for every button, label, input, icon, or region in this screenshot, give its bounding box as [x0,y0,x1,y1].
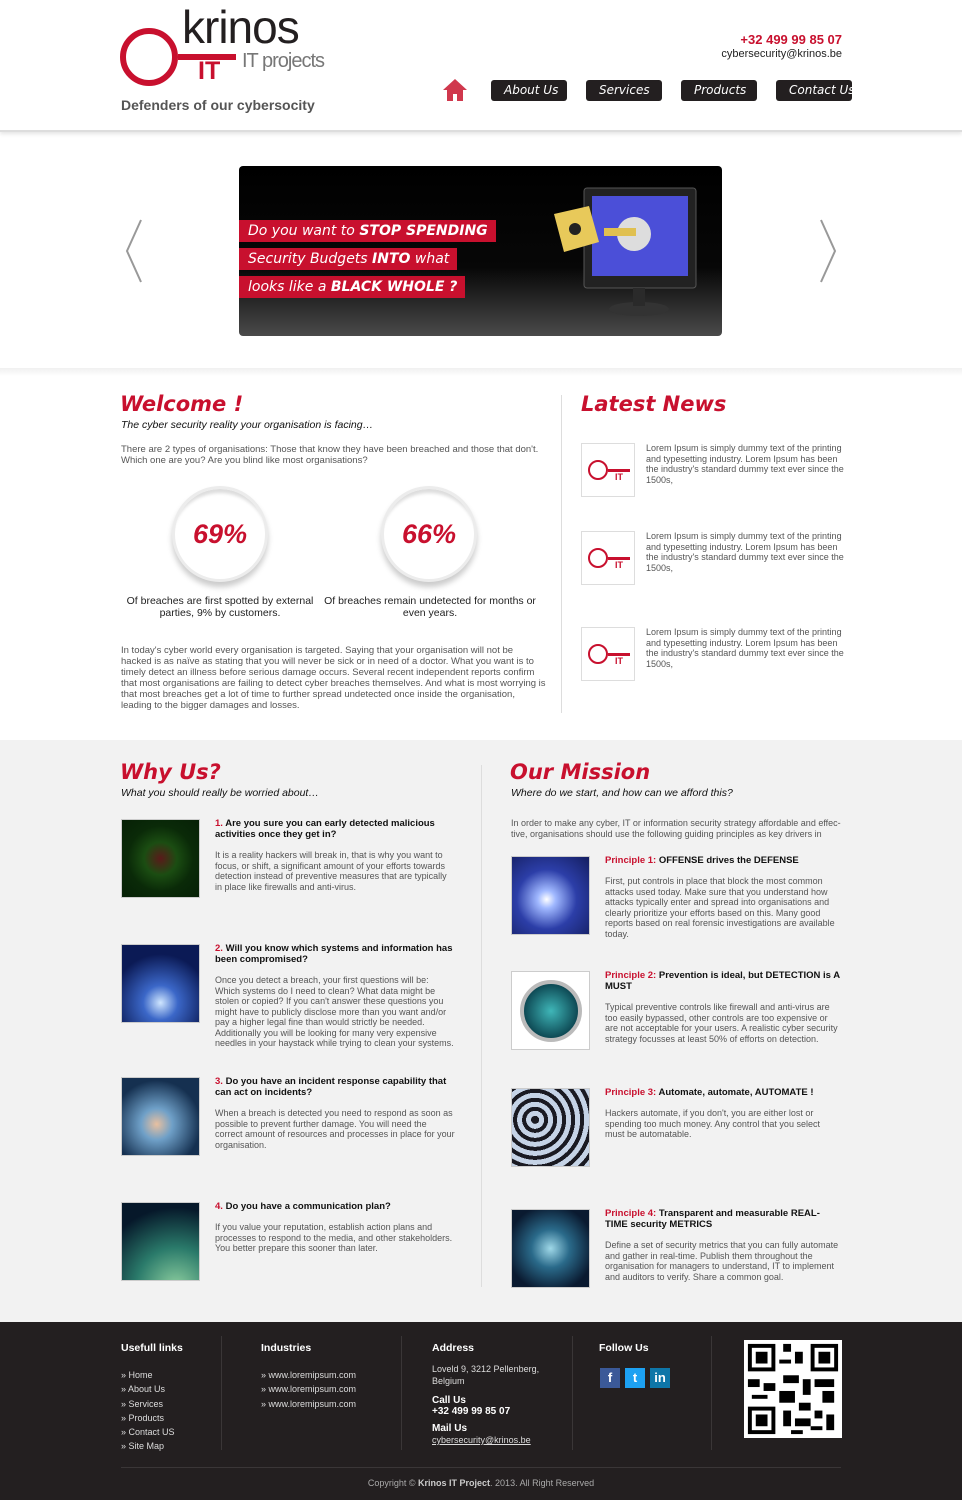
header [0,0,962,132]
logo-it: IT [198,57,221,85]
footer-divider [401,1336,402,1450]
mission-item [605,970,840,1044]
item-title: Do you have an incident response capability that can act on incidents? [215,1076,447,1098]
copyright-brand: Krinos IT Project [418,1478,491,1488]
welcome-subtitle: The cyber security reality your organisation is facing… [121,419,374,431]
news-key-icon: IT [581,627,635,681]
principle-text: Hackers automate, if you don't, you are either lost or spending too much money. Any control that you select must be automatable. [605,1108,820,1139]
touch-screen-image [121,1077,200,1156]
copyright-text: . 2013. All Right Reserved [490,1478,595,1488]
item-number: 2. [215,943,223,954]
news-item[interactable] [581,531,846,585]
news-title: Latest News [581,392,727,416]
banner-line [239,220,496,242]
principle-text: Define a set of security metrics that you can fully automate and gather in real-time. Publish them throughout the organisation for managers to understand, IT to implement and auditors to verify. Share a common goal. [605,1240,839,1282]
keyhole-data-image [511,856,590,935]
principle-label: Principle 3: [605,1087,657,1098]
mail-link[interactable]: cybersecurity@krinos.be [432,1435,531,1445]
footer-industries-title: Industries [261,1342,312,1354]
banner-text: what [410,251,450,267]
header-phone: +32 499 99 85 07 [740,32,842,47]
column-divider [481,765,482,1287]
column-divider [561,395,562,713]
facebook-icon[interactable]: f [600,1368,620,1388]
industry-link[interactable]: » www.loremipsum.com [261,1398,357,1409]
slider-next-arrow-icon[interactable] [818,218,838,284]
link-label[interactable]: Contact US [128,1427,175,1438]
radar-image [511,971,590,1050]
nav-about-us[interactable]: About Us [491,80,567,101]
home-icon[interactable] [442,78,468,102]
link-label[interactable]: Home [128,1370,153,1380]
banner-text: Do you want to [248,223,360,239]
footer-link-sitemap[interactable]: » Site Map [121,1441,165,1452]
header-email[interactable]: cybersecurity@krinos.be [721,48,842,60]
footer-address-block [432,1342,562,1446]
principle-title: Automate, automate, AUTOMATE ! [658,1087,814,1098]
nav-contact-us[interactable]: Contact Us [776,80,852,101]
cyber-attack-image [121,819,200,898]
mail-title: Mail Us [432,1423,468,1434]
banner-line [239,248,457,270]
copyright [0,1478,962,1488]
why-title: Why Us? [120,760,221,784]
link-label[interactable]: Products [128,1412,165,1423]
news-text: Lorem Ipsum is simply dummy text of the printing and typesetting industry. Lorem Ipsum has been the industry's standard dummy text ever since the 1500s, [646,531,844,573]
item-text: It is a reality hackers will break in, that is why you want to focus, or shift, a significant amount of your efforts towards detection instead of preventive measures that are typically in place like firewalls and anti-virus. [215,850,447,892]
industry-link[interactable]: » www.loremipsum.com [261,1384,357,1395]
banner-text-bold: INTO [372,251,411,267]
footer-divider [221,1336,222,1450]
hero-banner[interactable] [239,166,722,336]
banner-line [239,276,465,298]
footer-divider [572,1336,573,1450]
stat-caption: Of breaches are first spotted by external parties, 9% by customers. [126,595,314,619]
welcome-intro: There are 2 types of organisations: Those that know they have been breached and those that don't. Which one are you? Are you blind like most organisations? [121,444,539,466]
why-item [215,818,455,892]
principle-text: Typical preventive controls like firewall and anti-virus are too easily bypassed, other controls are too expensive or are not acceptable for your users. A realistic cyber security strategy focusses at least 50% of efforts on detection. [605,1002,838,1044]
news-text: Lorem Ipsum is simply dummy text of the printing and typesetting industry. Lorem Ipsum has been the industry's standard dummy text ever since the 1500s, [646,443,844,485]
copyright-text: Copyright © [367,1478,419,1488]
nav-services[interactable]: Services [586,80,662,101]
item-text: Once you detect a breach, your first questions will be: Which systems do I need to clean? What data might be stolen or copied? If you can't answer these questions you might have to publicly disclose more than you want and/or pay a higher legal fine than would strictly be needed. Additionally you will be looking for many very expensive needles in your haystack while trying to clean your systems. [215,975,454,1048]
principle-text: First, put controls in place that block the most common attacks used today. Make sure that you understand how attacks typically enter and spread into organisations and clearly prioritize your efforts based on this. Many good reports based on real forensic investigations are available today. [605,876,835,939]
logo-word: krinos [182,1,299,53]
footer-link-home[interactable]: » Home [121,1370,153,1380]
news-item[interactable] [581,627,846,681]
call-number: +32 499 99 85 07 [432,1406,511,1417]
address-text: Loveld 9, 3212 Pellenberg, Belgium [432,1364,540,1386]
principle-label: Principle 1: [605,855,657,866]
news-item[interactable] [581,443,846,497]
follow-title: Follow Us [599,1342,649,1354]
footer-link-contact[interactable]: » Contact US [121,1427,175,1438]
nav-products[interactable]: Products [681,80,757,101]
link-label[interactable]: www.loremipsum.com [268,1398,357,1409]
why-item [215,1076,455,1150]
item-text: If you value your reputation, establish action plans and processes to respond to the media, and other stakeholders. You better prepare this sooner than later. [215,1222,453,1253]
logo[interactable] [120,1,330,90]
link-label[interactable]: About Us [128,1384,166,1395]
welcome-body: In today's cyber world every organisation is targeted. Saying that your organisation will not be hacked is as naïve as stating that you will never be sick or in need of a doctor. What you want is to timely detect an illness before serious damage occurs. Several recent independent reports confirm that most organisations are failing to detect cyber breaches themselves. And what is most worrying is that most breaches get a lot of time to further spread undetected once inside the organisation, leading to the bigger damages and losses. [121,645,546,711]
data-center-image [121,944,200,1023]
link-label[interactable]: www.loremipsum.com [268,1370,357,1380]
footer-industries [261,1368,356,1411]
mission-item [605,1208,840,1282]
news-key-icon: IT [581,443,635,497]
why-item [215,943,455,1049]
mission-intro: In order to make any cyber, IT or information security strategy affordable and effec-tive, organisations should use the following guiding principles as key drivers in [511,818,841,839]
principle-title: Prevention is ideal, but DETECTION is A MUST [605,970,840,992]
footer-link-about[interactable]: » About Us [121,1384,166,1395]
item-number: 3. [215,1076,223,1087]
mission-title: Our Mission [510,760,651,784]
padlock-circuit-image [511,1209,590,1288]
link-label[interactable]: Site Map [128,1441,165,1452]
banner-text-bold: BLACK WHOLE ? [330,279,458,295]
why-subtitle: What you should really be worried about… [121,787,319,799]
gears-image [511,1088,590,1167]
mission-item [605,855,840,939]
logo-sub: IT projects [242,50,324,72]
stat-circle: 66% [381,486,477,582]
welcome-title: Welcome ! [120,392,244,416]
footer-link-services[interactable]: » Services [121,1398,164,1409]
footer-divider [711,1336,712,1450]
footer-rule [121,1467,841,1468]
principle-label: Principle 4: [605,1208,657,1219]
footer-links [121,1368,175,1454]
twitter-icon[interactable]: t [625,1368,645,1388]
principle-title: Transparent and measurable REAL-TIME security METRICS [605,1208,820,1230]
section-divider [0,368,962,376]
news-text: Lorem Ipsum is simply dummy text of the printing and typesetting industry. Lorem Ipsum has been the industry's standard dummy text ever since the 1500s, [646,627,844,669]
banner-text: looks like a [248,279,331,295]
mission-item [605,1087,840,1140]
linkedin-icon[interactable]: in [650,1368,670,1388]
footer-link-products[interactable]: » Products [121,1412,165,1423]
item-title: Do you have a communication plan? [225,1201,391,1212]
tagline: Defenders of our cybersocity [121,97,315,113]
why-item [215,1201,455,1254]
globe-network-image [121,1202,200,1281]
principle-title: OFFENSE drives the DEFENSE [658,855,799,866]
main-nav [442,78,855,102]
stat-caption: Of breaches remain undetected for months or even years. [324,595,536,619]
principle-label: Principle 2: [605,970,657,981]
item-text: When a breach is detected you need to respond as soon as possible to prevent further damage. You will need the correct amount of resources and processes in place for your organisation. [215,1108,455,1150]
news-key-icon: IT [581,531,635,585]
link-label[interactable]: www.loremipsum.com [268,1384,357,1395]
banner-text-bold: STOP SPENDING [359,223,488,239]
mission-subtitle: Where do we start, and how can we afford this? [511,787,733,799]
address-title: Address [432,1342,475,1354]
call-title: Call Us [432,1395,466,1406]
monitor-key-illustration [549,184,699,324]
banner-text: Security Budgets [248,251,373,267]
qr-code-icon [744,1340,842,1438]
logo-ring-icon [120,28,178,86]
industry-link[interactable]: » www.loremipsum.com [261,1370,357,1380]
link-label[interactable]: Services [128,1398,164,1409]
item-number: 1. [215,818,223,829]
item-title: Will you know which systems and information has been compromised? [215,943,453,965]
stat-circle: 69% [172,486,268,582]
item-number: 4. [215,1201,223,1212]
social-links [600,1368,675,1388]
item-title: Are you sure you can early detected malicious activities once they get in? [215,818,435,840]
footer-links-title: Usefull links [121,1342,183,1354]
slider-prev-arrow-icon[interactable] [124,218,144,284]
